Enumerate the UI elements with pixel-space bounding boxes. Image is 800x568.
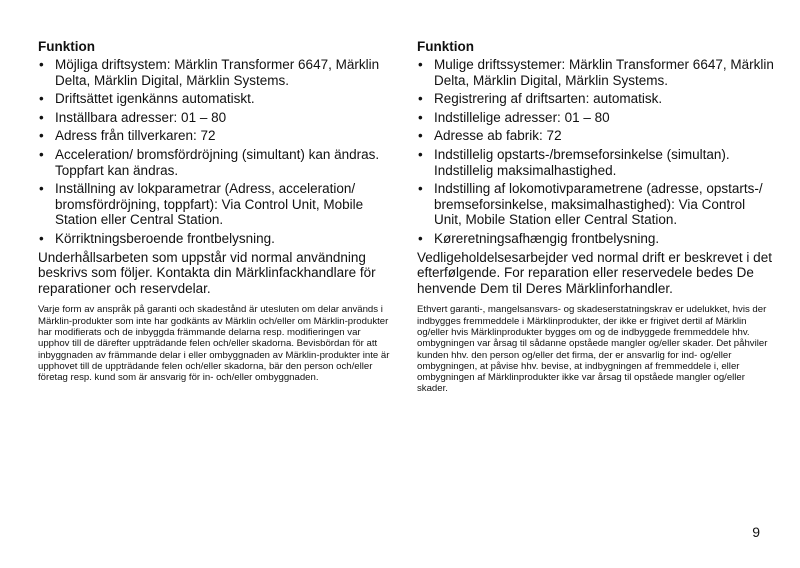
list-item: [38, 110, 390, 126]
bullet-icon: •: [418, 91, 423, 107]
list-item-text: Inställning av lokparametrar (Adress, acceleration/ bromsfördröjning, toppfart): Via Control Unit, Mobile Station eller Central Station.: [55, 181, 364, 228]
list-item: [417, 181, 775, 228]
swedish-column: [38, 38, 390, 383]
list-item-text: Möjliga driftsystem: Märklin Transformer 6647, Märklin Delta, Märklin Digital, Märklin Systems.: [55, 57, 380, 88]
list-item-text: Inställbara adresser: 01 – 80: [55, 109, 227, 125]
list-item-text: Acceleration/ bromsfördröjning (simultant) kan ändras. Toppfart kan ändras.: [55, 146, 380, 178]
list-item-text: Indstillelige adresser: 01 – 80: [434, 109, 610, 125]
list-item: [417, 231, 775, 247]
list-item: [38, 147, 390, 178]
bullet-icon: •: [418, 57, 423, 72]
bullet-icon: •: [39, 109, 44, 125]
page-number: 9: [752, 524, 760, 540]
bullet-icon: •: [418, 181, 423, 197]
list-item: [417, 91, 775, 107]
list-item: [38, 181, 390, 228]
list-item-text: Indstillelig opstarts-/bremseforsinkelse (simultan). Indstillelig maksimalhastighed.: [434, 146, 730, 178]
list-item: [38, 91, 390, 107]
danish-column: [417, 38, 775, 395]
bullet-icon: •: [39, 57, 44, 72]
list-item-text: Driftsättet igenkänns automatiskt.: [55, 91, 255, 107]
right-feature-list: [417, 57, 775, 247]
list-item: [417, 110, 775, 126]
list-item-text: Adresse ab fabrik: 72: [434, 128, 562, 144]
left-feature-list: [38, 57, 390, 247]
list-item: [417, 147, 775, 178]
right-maintenance-paragraph: Vedligeholdelsesarbejder ved normal drift er beskrevet i det efterfølgende. For reparation eller reservedele bedes De henvende Dem til Deres Märklinforhandler.: [417, 249, 772, 296]
list-item-text: Adress från tillverkaren: 72: [55, 128, 216, 144]
list-item: [38, 231, 390, 247]
list-item: [417, 128, 775, 144]
list-item-text: Registrering af driftsarten: automatisk.: [434, 91, 663, 107]
list-item-text: Indstilling af lokomotivparametrene (adresse, opstarts-/ bremseforsinkelse, maksimalhastighed): Via Control Unit, Mobile Station eller Central Station.: [434, 181, 763, 228]
bullet-icon: •: [39, 181, 44, 197]
bullet-icon: •: [418, 146, 423, 162]
list-item-text: Körriktningsberoende frontbelysning.: [55, 230, 275, 246]
list-item-text: Køreretningsafhængig frontbelysning.: [434, 230, 660, 246]
right-warranty-paragraph: Ethvert garanti-, mangelsansvars- og skadeserstatningskrav er udelukket, hvis der indbygges fremmeddele i Märklinprodukter, der ikke er frigivet dertil af Märklin og/eller hvis Märklinprodukter bygges om og de indbyggede fremmeddele hhv. ombygningen var årsag til sådanne opståede mangler og/eller skader. Det påhviler kunden hhv. den person og/eller det firma, der er ansvarlig for ind- og/eller ombygningen, at påvise hhv. bevise, at indbygningen af fremmeddele i, eller ombygningen af Märklinprodukter ikke var årsag til opståede mangler og/eller skader.: [417, 304, 768, 395]
left-maintenance-paragraph: Underhållsarbeten som uppstår vid normal användning beskrivs som följer. Kontakta din Märklinfackhandlare för reparationer och reservdelar.: [38, 249, 376, 296]
bullet-icon: •: [39, 91, 44, 107]
left-warranty-paragraph: Varje form av anspråk på garanti och skadestånd är utesluten om delar används i Märklin-produkter som inte har godkänts av Märklin och/eller om Märklin-produkter har modifierats och de inbyggda främmande delarna resp. modifieringen var upphov till de därefter uppträdande felen och/eller skadorna. Bevisbördan för att inbyggnaden av främmande delar i eller ombyggnaden av Märklin-produkter inte är upphovet till de uppträdande felen och/eller skadorna, bär den person och/eller företag resp. kund som är ansvarig för in- och/eller ombyggnaden.: [38, 304, 390, 384]
bullet-icon: •: [39, 230, 44, 246]
right-heading: Funktion: [417, 39, 474, 54]
list-item: [38, 128, 390, 144]
list-item: [38, 57, 390, 88]
list-item-text: Mulige driftssystemer: Märklin Transformer 6647, Märklin Delta, Märklin Digital, Märklin Systems.: [434, 57, 774, 88]
bullet-icon: •: [39, 128, 44, 144]
bullet-icon: •: [418, 128, 423, 144]
bullet-icon: •: [418, 109, 423, 125]
left-heading: Funktion: [38, 39, 95, 54]
bullet-icon: •: [418, 230, 423, 246]
list-item: [417, 57, 775, 88]
bullet-icon: •: [39, 146, 44, 162]
